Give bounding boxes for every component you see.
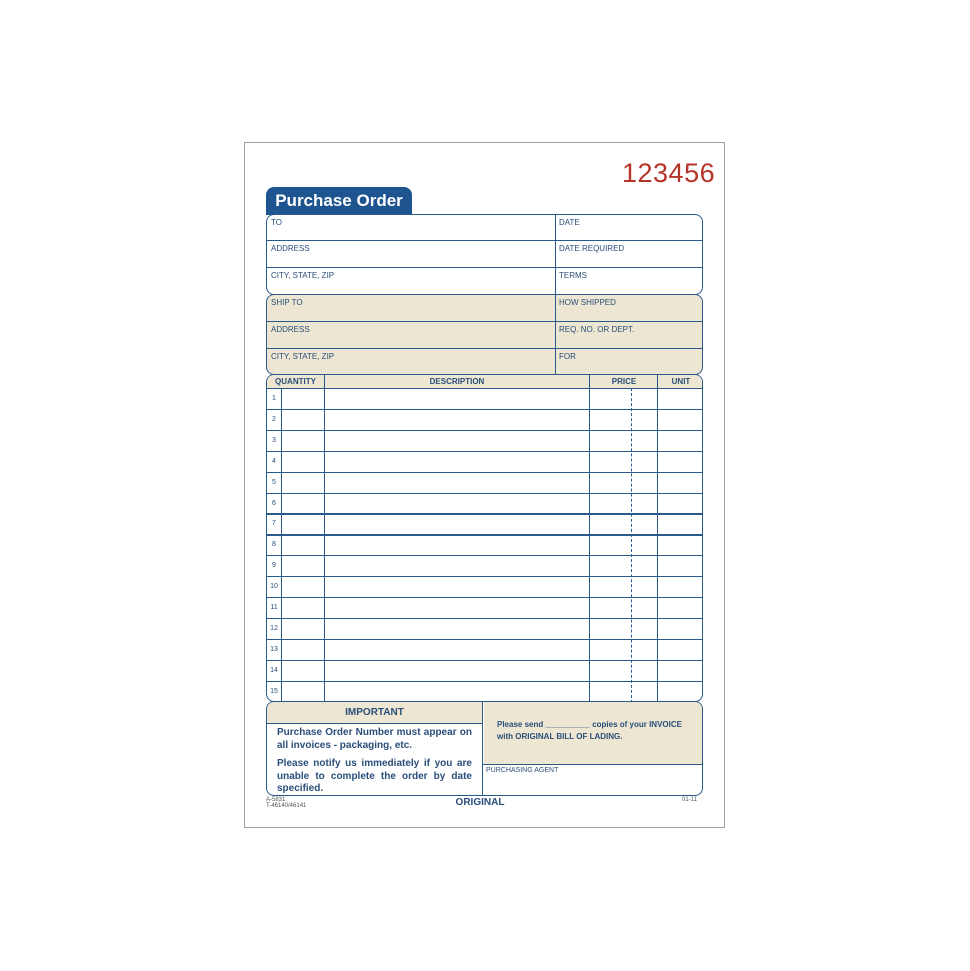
table-row-number: 1 [272, 395, 276, 402]
revision-code: 01-11 [682, 797, 697, 803]
table-row-number: 4 [272, 457, 276, 465]
form-code-1: A-5831 [266, 797, 286, 803]
terms-label: TERMS [559, 271, 587, 280]
table-row-number: 15 [270, 687, 278, 695]
address-label: ADDRESS [271, 244, 310, 253]
ship-to-label: SHIP TO [271, 298, 303, 307]
date-required-label: DATE REQUIRED [559, 244, 625, 253]
to-block [266, 214, 703, 295]
ship-address-label: ADDRESS [271, 325, 310, 334]
important-heading: IMPORTANT [267, 702, 482, 723]
ship-city-state-zip-label: CITY, STATE, ZIP [271, 352, 335, 361]
table-row-number: 3 [272, 436, 276, 444]
table-row-number: 5 [272, 478, 276, 486]
form-code-2: T-46140/46141 [266, 803, 307, 809]
table-row-number: 13 [270, 645, 278, 653]
ship-to-block [266, 294, 703, 375]
description-header: DESCRIPTION [429, 377, 485, 386]
unit-header: UNIT [671, 377, 691, 386]
important-block [266, 701, 703, 796]
important-note-2: Please notify us immediately if you are unable to complete the order by date specified. [277, 758, 472, 794]
important-note-1: Purchase Order Number must appear on all invoices - packaging, etc. [277, 727, 472, 751]
date-label: DATE [559, 218, 580, 227]
items-table [266, 374, 703, 702]
table-row-number: 9 [272, 562, 276, 570]
quantity-header: QUANTITY [275, 377, 316, 386]
table-row-number: 2 [272, 415, 276, 423]
for-label: FOR [559, 352, 576, 361]
to-label: TO [271, 218, 282, 227]
table-row-number: 12 [270, 624, 278, 632]
table-row-number: 6 [272, 499, 276, 507]
purchasing-agent-label: PURCHASING AGENT [486, 767, 559, 774]
city-state-zip-label: CITY, STATE, ZIP [271, 271, 335, 280]
copy-label: ORIGINAL [455, 797, 505, 808]
table-row-number: 8 [272, 541, 276, 549]
invoice-note-1: Please send __________ copies of your INVOICE [497, 720, 682, 729]
table-row-number: 7 [272, 520, 276, 528]
how-shipped-label: HOW SHIPPED [559, 298, 616, 307]
price-header: PRICE [611, 377, 637, 386]
table-row-number: 10 [270, 583, 278, 591]
invoice-note-2: with ORIGINAL BILL OF LADING. [497, 732, 623, 741]
req-no-dept-label: REQ. NO. OR DEPT. [559, 325, 635, 334]
form-title: Purchase Order [266, 187, 412, 215]
table-row-number: 14 [270, 666, 278, 674]
table-row-number: 11 [270, 604, 278, 611]
po-number: 123456 [622, 158, 716, 188]
